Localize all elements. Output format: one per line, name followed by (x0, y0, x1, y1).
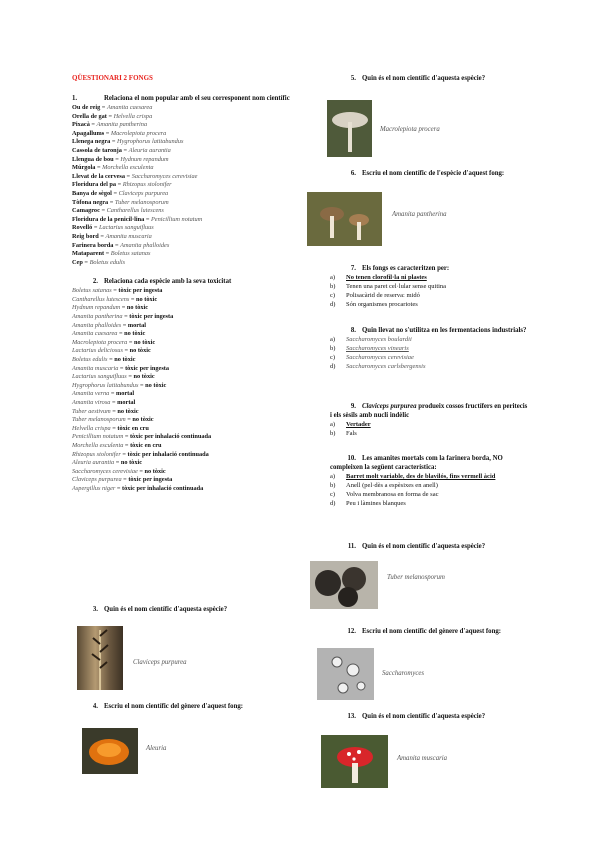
scientific-name: Morchella esculenta (102, 164, 154, 172)
popular-name: Cassola de taronja (72, 146, 122, 154)
option-item (330, 481, 530, 490)
option-text: Barret molt variable, des de blavilós, fins vermell àcid (346, 473, 496, 480)
scientific-name: Cantharellus lutescens (106, 207, 164, 215)
list-item: Penicillium notatum = tòxic per inhalació continuada (72, 433, 212, 441)
species-name: Rhizopus stolonifer (72, 450, 121, 458)
claviceps-photo (77, 626, 123, 690)
list-item: Rovelló = Lactarius sanguifluus (72, 224, 154, 232)
popular-name: Llenega negra (72, 138, 111, 146)
option-letter: a) (330, 473, 336, 480)
question-10-heading: 10. Les amanites mortals com la farinera borda, NO compleixen la següent característica: (330, 455, 503, 471)
question-6-heading: 6. Escriu el nom científic de l'espècie d'aquest fong: (350, 170, 505, 177)
question-10 (330, 454, 530, 508)
question-9-options (330, 420, 530, 438)
popular-name: Tòfona negra (72, 198, 109, 206)
question-7-options (330, 273, 530, 309)
option-text: Polisacàrid de reserva: midó (346, 292, 420, 299)
toxicity: no tòxic (132, 416, 154, 424)
scientific-name: Penicillium notatum (150, 215, 203, 223)
popular-name: Llengua de bou (72, 155, 114, 163)
option-letter: b) (330, 283, 336, 290)
scientific-name: Hygrophorus latitabundus (117, 138, 184, 146)
option-letter: c) (330, 292, 336, 299)
list-item: Amanita verna = mortal (72, 390, 135, 398)
option-text: Tenen una paret cel·lular sense quitina (346, 283, 447, 290)
list-item: Tòfona negra = Tuber melanosporum (72, 198, 169, 206)
popular-name: Banya de sègol (72, 189, 112, 197)
question-8-heading: 8. Quin llevat no s'utilitza en les fermentacions industrials? (350, 327, 527, 334)
popular-name: Llevat de la cervesa (72, 172, 125, 180)
toxicity: no tòxic (144, 467, 166, 475)
list-item: Hygrophorus latitabundus = no tòxic (72, 381, 167, 389)
option-letter: b) (330, 345, 336, 352)
popular-name: Reig bord (72, 232, 99, 240)
scientific-name: Amanita pantherina (96, 121, 148, 129)
list-item: Mataparent = Boletus satanas (72, 250, 151, 258)
list-item: Llengua de bou = Hydnum repandum (72, 155, 169, 163)
toxicity: no tòxic (133, 373, 155, 381)
popular-name: Mataparent (72, 250, 105, 258)
list-item: Tuber aestivum = no tòxic (72, 407, 139, 415)
list-item: Cantharellus lutescens = no tòxic (72, 295, 158, 303)
popular-name: Farinera borda (72, 241, 114, 249)
scientific-name: Saccharomyces cerevisiae (131, 172, 198, 180)
toxicity: tòxic per ingesta (125, 364, 170, 372)
list-item: Reig bord = Amanita muscaria (72, 232, 152, 240)
option-text: Saccharomyces carlsbergensis (346, 363, 426, 370)
list-item: Lactarius sanguifluus = no tòxic (72, 373, 155, 381)
species-name: Penicillium notatum (72, 433, 124, 441)
species-name: Cantharellus lutescens (72, 295, 130, 303)
option-text: Saccharomyces vinearis (346, 345, 409, 352)
option-letter: d) (330, 301, 336, 308)
species-name: Aleuria aurantia (72, 459, 115, 467)
scientific-name: Amanita phalloides (120, 241, 170, 249)
list-item: Cep = Boletus edulis (72, 258, 126, 266)
list-item: Cassola de taronja = Aleuria aurantia (72, 146, 171, 154)
scientific-name: Hydnum repandum (120, 155, 169, 163)
list-item: Llenega negra = Hygrophorus latitabundus (72, 138, 184, 146)
species-name: Tuber melanosporum (72, 416, 126, 424)
popular-name: Camagroc (72, 207, 100, 215)
scientific-name: Lactarius sanguifluus (99, 224, 154, 232)
macrolepiota-photo (327, 100, 372, 157)
toxicity: tòxic per inhalació continuada (127, 450, 209, 458)
option-text: Saccharomyces cerevisiae (346, 354, 414, 361)
toxicity: no tòxic (124, 330, 146, 338)
question-5-answer: Macrolepiota procera (380, 126, 440, 133)
list-item: Ou de reig = Amanita caesarea (72, 104, 153, 111)
toxicity: tòxic per ingesta (129, 313, 174, 321)
scientific-name: Boletus edulis (89, 258, 126, 266)
left-column (72, 94, 294, 494)
scientific-name: Rhizopus stolonifer (122, 181, 172, 189)
toxicity: no tòxic (145, 381, 167, 389)
question-10-options (330, 472, 530, 508)
option-letter: c) (330, 491, 336, 498)
toxicity: no tòxic (120, 459, 143, 467)
toxicity: no tòxic (126, 304, 149, 312)
popular-name: Múrgola (72, 164, 96, 172)
option-text: Volva membranosa en forma de sac (346, 491, 439, 498)
option-item (330, 420, 530, 429)
option-text: Saccharomyces boulardii (346, 336, 412, 343)
option-text: No tenen clorofil·la ni plastes (346, 274, 427, 281)
species-name: Aspergillus niger (72, 484, 116, 492)
toxicity: no tòxic (117, 407, 139, 415)
option-text: Vertader (346, 421, 371, 428)
question-11-heading: 11. Quin és el nom científic d'aquesta espècie? (347, 543, 486, 550)
list-item: Amanita phalloides = mortal (72, 321, 147, 329)
option-letter: a) (330, 421, 336, 428)
list-item: Lactarius deliciosus = no tòxic (72, 347, 151, 355)
list-item: Helvella crispa = tòxic en cru (72, 424, 149, 432)
list-item: Rhizopus stolonifer = tòxic per inhalació continuada (72, 450, 209, 458)
popular-name: Ou de reig (72, 104, 101, 111)
scientific-name: Macrolepiota procera (110, 129, 167, 137)
species-name: Boletus edulis (72, 356, 108, 364)
question-9 (330, 402, 530, 438)
question-9-heading: 9. Claviceps purpurea produeix cossos fructífers en peritecis i els sèsils amb nucli indèlic (330, 403, 528, 419)
list-item: Claviceps purpurea = tòxic per ingesta (72, 476, 173, 484)
question-8-options (330, 335, 530, 371)
option-item (330, 344, 530, 353)
option-letter: a) (330, 336, 336, 343)
question-13-answer: Amanita muscaria (397, 755, 448, 762)
species-name: Amanita phalloides (72, 321, 122, 329)
popular-name: Floridura del pa (72, 181, 117, 189)
popular-name: Floridura de la penicil·lina (72, 215, 145, 223)
species-name: Amanita verna (72, 390, 110, 398)
list-item: Morchella esculenta = tòxic en cru (72, 441, 162, 449)
option-letter: b) (330, 482, 336, 489)
list-item: Hydnum repandum = no tòxic (72, 304, 149, 312)
amanita-pantherina-photo (307, 192, 382, 246)
option-text: Fals (346, 430, 357, 437)
option-item (330, 300, 530, 309)
option-letter: a) (330, 274, 336, 281)
list-item: Amanita pantherina = tòxic per ingesta (72, 313, 174, 321)
list-item: Múrgola = Morchella esculenta (72, 164, 154, 172)
question-6-answer: Amanita pantherina (392, 211, 447, 218)
amanita-muscaria-photo (321, 735, 388, 788)
toxicity: mortal (127, 321, 147, 329)
toxicity: no tòxic (129, 347, 151, 355)
question-12-answer: Saccharomyces (382, 670, 425, 677)
list-item: Pixacà = Amanita pantherina (72, 121, 148, 129)
toxicity: tòxic per ingesta (118, 287, 163, 295)
species-name: Macrolepiota procera (72, 338, 128, 346)
list-item: Boletus satanas = tòxic per ingesta (72, 287, 163, 295)
popular-name: Cep (72, 258, 83, 266)
species-name: Amanita caesarea (72, 330, 118, 338)
question-7-heading: 7. Els fongs es caracteritzen per: (350, 265, 450, 272)
question-2-list (72, 287, 294, 493)
option-item (330, 282, 530, 291)
list-item: Tuber melanosporum = no tòxic (72, 416, 154, 424)
question-2-heading: 2. Relaciona cada espècie amb la seva toxicitat (92, 278, 232, 286)
list-item: Orella de gat = Helvella crispa (72, 112, 153, 120)
list-item: Farinera borda = Amanita phalloides (72, 241, 170, 249)
list-item: Aspergillus niger = tòxic per inhalació continuada (72, 484, 204, 492)
question-1-list (72, 104, 294, 267)
toxicity: mortal (115, 390, 135, 398)
popular-name: Orella de gat (72, 112, 107, 120)
toxicity: no tòxic (134, 338, 156, 346)
list-item: Camagroc = Cantharellus lutescens (72, 207, 164, 215)
list-item: Saccharomyces cerevisiae = no tòxic (72, 467, 166, 475)
species-name: Boletus satanas (72, 287, 112, 295)
question-12-heading: 12. Escriu el nom científic del gènere d'aquest fong: (347, 628, 502, 635)
option-item (330, 499, 530, 508)
list-item: Boletus edulis = no tòxic (72, 356, 136, 364)
page-title: QÜESTIONARI 2 FONGS (72, 74, 153, 82)
species-name: Lactarius sanguifluus (72, 373, 127, 381)
list-item: Amanita muscaria = tòxic per ingesta (72, 364, 170, 372)
toxicity: tòxic en cru (117, 424, 149, 432)
list-item: Llevat de la cervesa = Saccharomyces cerevisiae (72, 172, 198, 180)
species-name: Morchella esculenta (72, 441, 124, 449)
option-item (330, 362, 530, 371)
question-4-answer: Aleuria (146, 745, 167, 752)
species-name: Hygrophorus latitabundus (72, 381, 139, 389)
species-name: Lactarius deliciosus (72, 347, 123, 355)
list-item: Floridura de la penicil·lina = Penicillium notatum (72, 215, 203, 223)
list-item: Banya de sègol = Claviceps purpurea (72, 189, 169, 197)
scientific-name: Claviceps purpurea (118, 189, 169, 197)
option-item (330, 353, 530, 362)
option-item (330, 291, 530, 300)
species-name: Tuber aestivum (72, 407, 111, 415)
question-11-answer: Tuber melanosporum (387, 574, 445, 581)
list-item: Floridura del pa = Rhizopus stolonifer (72, 181, 172, 189)
toxicity: tòxic en cru (130, 441, 162, 449)
saccharomyces-photo (317, 648, 374, 700)
species-name: Helvella crispa (72, 424, 111, 432)
scientific-name: Helvella crispa (113, 112, 153, 120)
species-name: Amanita muscaria (72, 364, 119, 372)
scientific-name: Tuber melanosporum (114, 198, 169, 206)
option-item (330, 472, 530, 481)
aleuria-photo (82, 728, 138, 774)
option-text: Peu i làmines blanques (346, 500, 406, 507)
toxicity: tòxic per ingesta (128, 476, 173, 484)
option-text: Són organismes procariotes (346, 301, 418, 308)
question-1-heading: 1. Relaciona el nom popular amb el seu corresponent nom científic (72, 95, 290, 102)
question-7 (330, 264, 530, 309)
question-3-heading: 3. Quin és el nom científic d'aquesta espècie? (92, 606, 228, 613)
species-name: Hydnum repandum (72, 304, 121, 312)
scientific-name: Amanita caesarea (106, 104, 153, 111)
question-4-heading: 4. Escriu el nom científic del gènere d'aquest fong: (92, 703, 244, 710)
scientific-name: Aleuria aurantia (128, 146, 171, 154)
option-letter: c) (330, 354, 336, 361)
option-item (330, 335, 530, 344)
toxicity: tòxic per inhalació continuada (122, 484, 204, 492)
option-item (330, 273, 530, 282)
question-5-heading: 5. Quin és el nom científic d'aquesta espècie? (350, 75, 486, 82)
species-name: Amanita virosa (72, 399, 111, 406)
option-letter: d) (330, 500, 336, 507)
scientific-name: Boletus satanas (110, 250, 151, 258)
toxicity: no tòxic (136, 295, 158, 303)
toxicity: mortal (117, 399, 136, 406)
option-item (330, 490, 530, 499)
species-name: Saccharomyces cerevisiae (72, 467, 138, 475)
list-item: Amanita virosa = mortal (72, 399, 136, 406)
question-8 (330, 326, 530, 371)
species-name: Amanita pantherina (72, 313, 123, 321)
list-item: Aleuria aurantia = no tòxic (72, 459, 143, 467)
option-text: Anell (pel·dès a espèsixes en anell) (346, 482, 438, 489)
popular-name: Pixacà (72, 121, 90, 129)
toxicity: no tòxic (114, 356, 136, 364)
question-13-heading: 13. Quin és el nom científic d'aquesta espècie? (347, 713, 486, 720)
species-name: Claviceps purpurea (72, 476, 122, 484)
popular-name: Rovelló (72, 224, 93, 232)
option-letter: b) (330, 430, 336, 437)
option-item (330, 429, 530, 438)
list-item: Amanita caesarea = no tòxic (72, 330, 146, 338)
tuber-photo (310, 561, 378, 609)
popular-name: Apagallums (72, 129, 105, 137)
question-3-answer: Claviceps purpurea (133, 659, 187, 666)
toxicity: tòxic per inhalació continuada (129, 433, 212, 441)
option-letter: d) (330, 363, 336, 370)
scientific-name: Amanita muscaria (105, 232, 152, 240)
list-item: Apagallums = Macrolepiota procera (72, 129, 167, 137)
list-item: Macrolepiota procera = no tòxic (72, 338, 156, 346)
